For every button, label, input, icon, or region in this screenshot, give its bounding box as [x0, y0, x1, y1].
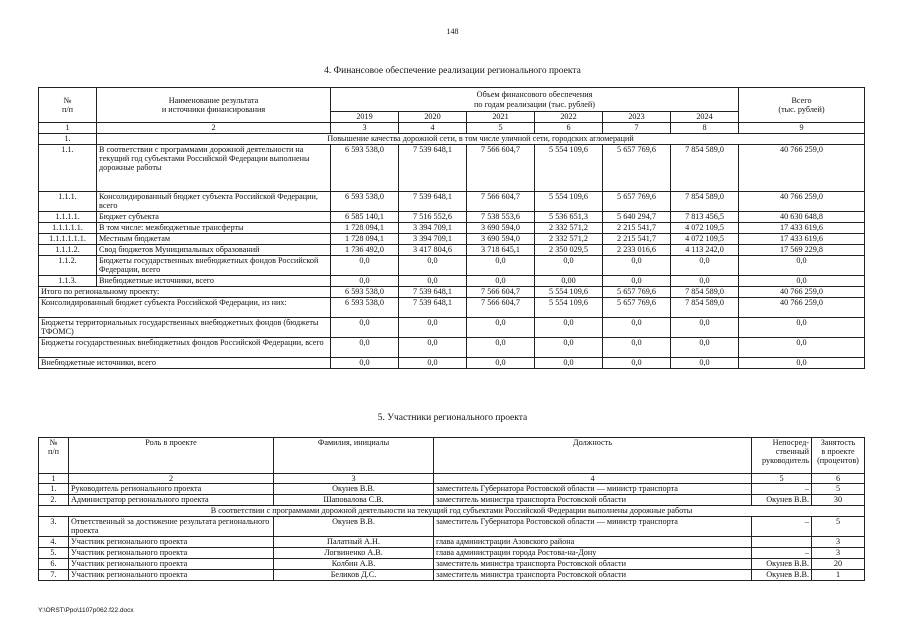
row-role: Участник регионального проекта — [69, 570, 274, 581]
row-name: Окунев В.В. — [274, 484, 434, 495]
summary-value: 0,0 — [535, 338, 603, 358]
row-load: 3 — [812, 537, 865, 548]
row-value: 7 516 552,6 — [399, 212, 467, 223]
row-name: Консолидированный бюджет субъекта Российской Федерации, всего — [97, 192, 331, 212]
row-total: 0,0 — [739, 256, 865, 276]
row-name: В соответствии с программами дорожной деятельности на текущий год субъектами Российской Федерации выполнены дорожные работы — [97, 145, 331, 192]
row-role: Участник регионального проекта — [69, 548, 274, 559]
summary-total: 0,0 — [739, 318, 865, 338]
row-value: 1 728 094,1 — [331, 223, 399, 234]
finance-section-title: 4. Финансовое обеспечение реализации регионального проекта — [324, 66, 581, 76]
row-position: заместитель Губернатора Ростовской области — министр транспорта — [434, 517, 752, 537]
row-value: 3 417 804,6 — [399, 245, 467, 256]
summary-row — [39, 287, 865, 298]
summary-name: Итого по региональному проекту: — [39, 287, 331, 298]
index-row — [39, 474, 865, 484]
header-name: Наименование результата и источники финансирования — [97, 88, 331, 123]
summary-value: 0,0 — [467, 358, 535, 369]
row-value: 7 566 604,7 — [467, 145, 535, 192]
index-cell: 4 — [399, 123, 467, 134]
row-num: 1.1.1. — [39, 192, 97, 212]
summary-value: 5 554 109,6 — [535, 287, 603, 298]
summary-value: 0,0 — [535, 358, 603, 369]
summary-value: 0,0 — [603, 338, 671, 358]
row-value: 2 332 571,2 — [535, 234, 603, 245]
row-num: 1.1.1.1. — [39, 212, 97, 223]
row-name: Местным бюджетам — [97, 234, 331, 245]
row-value: 0,0 — [535, 256, 603, 276]
summary-value: 0,0 — [399, 318, 467, 338]
row-value: 3 690 594,0 — [467, 223, 535, 234]
row-name: Беликов Д.С. — [274, 570, 434, 581]
summary-total: 0,0 — [739, 358, 865, 369]
finance-table — [38, 87, 865, 369]
index-cell: 2 — [97, 123, 331, 134]
summary-value: 0,0 — [603, 358, 671, 369]
summary-value: 0,0 — [467, 338, 535, 358]
row-position: заместитель министра транспорта Ростовской области — [434, 495, 752, 506]
row-num: 1.1.1.2. — [39, 245, 97, 256]
row-value: 0,0 — [671, 256, 739, 276]
row-load: 20 — [812, 559, 865, 570]
row-total: 17 433 619,6 — [739, 223, 865, 234]
row-num: 1.1.3. — [39, 276, 97, 287]
row-value: 0,0 — [467, 256, 535, 276]
summary-value: 7 854 589,0 — [671, 298, 739, 318]
row-num: 4. — [39, 537, 69, 548]
row-supervisor: – — [752, 517, 812, 537]
row-value: 0,0 — [399, 276, 467, 287]
table-row — [39, 548, 865, 559]
row-value: 2 215 541,7 — [603, 234, 671, 245]
table-row — [39, 223, 865, 234]
row-value: 2 215 541,7 — [603, 223, 671, 234]
row-total: 17 433 619,6 — [739, 234, 865, 245]
row-value: 7 538 553,6 — [467, 212, 535, 223]
row-load: 30 — [812, 495, 865, 506]
row-value: 3 718 645,1 — [467, 245, 535, 256]
header-num: № п/п — [39, 88, 97, 123]
row-value: 5 554 109,6 — [535, 192, 603, 212]
row-position: заместитель Губернатора Ростовской области — министр транспорта — [434, 484, 752, 495]
header-year: 2022 — [535, 112, 603, 123]
summary-value: 0,0 — [467, 318, 535, 338]
table-row — [39, 559, 865, 570]
row-value: 0,0 — [331, 256, 399, 276]
row-value: 6 593 538,0 — [331, 192, 399, 212]
row-name: Логвиненко А.В. — [274, 548, 434, 559]
header-row — [39, 438, 865, 474]
header-row — [39, 88, 865, 112]
row-value: 3 690 594,0 — [467, 234, 535, 245]
row-num: 3. — [39, 517, 69, 537]
summary-value: 7 566 604,7 — [467, 298, 535, 318]
row-value: 7 539 648,1 — [399, 192, 467, 212]
row-num: 2. — [39, 495, 69, 506]
index-cell: 3 — [274, 474, 434, 484]
row-supervisor: Окунев В.В. — [752, 570, 812, 581]
row-value: 5 657 769,6 — [603, 192, 671, 212]
participants-section-title: 5. Участники регионального проекта — [377, 413, 528, 423]
section-text: Повышение качества дорожной сети, в том числе уличной сети, городских агломераций — [97, 134, 865, 145]
row-value: 1 728 094,1 — [331, 234, 399, 245]
row-role: Участник регионального проекта — [69, 559, 274, 570]
summary-value: 5 657 769,6 — [603, 287, 671, 298]
row-value: 7 813 456,5 — [671, 212, 739, 223]
section-text: В соответствии с программами дорожной деятельности на текущий год субъектами Российской Федерации выполнены дорожные работы — [39, 506, 865, 517]
summary-total: 40 766 259,0 — [739, 298, 865, 318]
row-name: Бюджет субъекта — [97, 212, 331, 223]
summary-row — [39, 358, 865, 369]
summary-value: 5 657 769,6 — [603, 298, 671, 318]
row-value: 2 350 029,5 — [535, 245, 603, 256]
header-volume: Объем финансового обеспечения по годам реализации (тыс. рублей) — [331, 88, 739, 112]
row-num: 1.1.2. — [39, 256, 97, 276]
summary-value: 7 539 648,1 — [399, 298, 467, 318]
row-name: Шаповалова С.В. — [274, 495, 434, 506]
row-num: 7. — [39, 570, 69, 581]
row-value: 0,0 — [671, 276, 739, 287]
summary-total: 40 766 259,0 — [739, 287, 865, 298]
summary-value: 5 554 109,6 — [535, 298, 603, 318]
table-row — [39, 212, 865, 223]
row-name: Свод бюджетов Муниципальных образований — [97, 245, 331, 256]
row-value: 3 394 709,1 — [399, 234, 467, 245]
table-row — [39, 256, 865, 276]
table-row — [39, 517, 865, 537]
row-value: 4 072 109,5 — [671, 234, 739, 245]
row-role: Ответственный за достижение результата регионального проекта — [69, 517, 274, 537]
header-year: 2023 — [603, 112, 671, 123]
index-cell: 8 — [671, 123, 739, 134]
row-value: 5 640 294,7 — [603, 212, 671, 223]
table-row — [39, 234, 865, 245]
row-value: 6 593 538,0 — [331, 145, 399, 192]
row-total: 40 766 259,0 — [739, 145, 865, 192]
row-position: заместитель министра транспорта Ростовской области — [434, 570, 752, 581]
row-value: 7 854 589,0 — [671, 145, 739, 192]
summary-value: 0,0 — [331, 318, 399, 338]
table-row — [39, 245, 865, 256]
header-num: № п/п — [39, 438, 69, 474]
summary-value: 0,0 — [671, 318, 739, 338]
summary-value: 0,0 — [671, 358, 739, 369]
summary-name: Бюджеты государственных внебюджетных фондов Российской Федерации, всего — [39, 338, 331, 358]
summary-value: 0,0 — [671, 338, 739, 358]
table-row — [39, 537, 865, 548]
row-value: 6 585 140,1 — [331, 212, 399, 223]
page-number: 148 — [446, 27, 459, 36]
summary-value: 0,0 — [603, 318, 671, 338]
summary-value: 6 593 538,0 — [331, 298, 399, 318]
row-value: 0,0 — [467, 276, 535, 287]
header-total: Всего (тыс. рублей) — [739, 88, 865, 123]
row-value: 2 332 571,2 — [535, 223, 603, 234]
index-cell: 2 — [69, 474, 274, 484]
row-value: 4 072 109,5 — [671, 223, 739, 234]
summary-value: 0,0 — [331, 338, 399, 358]
section-num: 1. — [39, 134, 97, 145]
row-value: 7 539 648,1 — [399, 145, 467, 192]
summary-value: 7 566 604,7 — [467, 287, 535, 298]
table-row — [39, 570, 865, 581]
row-name: Колбин А.В. — [274, 559, 434, 570]
row-value: 0,0 — [331, 276, 399, 287]
summary-name: Консолидированный бюджет субъекта Российской Федерации, из них: — [39, 298, 331, 318]
row-num: 1.1. — [39, 145, 97, 192]
file-path-footer: Y:\ORST\Ppo\1107p062.f22.docx — [38, 607, 134, 614]
summary-value: 0,0 — [331, 358, 399, 369]
section-row — [39, 506, 865, 517]
row-total: 40 766 259,0 — [739, 192, 865, 212]
summary-row — [39, 298, 865, 318]
row-total: 17 569 229,8 — [739, 245, 865, 256]
header-role: Роль в проекте — [69, 438, 274, 474]
row-num: 5. — [39, 548, 69, 559]
row-supervisor: – — [752, 484, 812, 495]
table-row — [39, 192, 865, 212]
row-value: 0,00 — [535, 276, 603, 287]
index-cell: 5 — [752, 474, 812, 484]
row-load: 1 — [812, 570, 865, 581]
row-value: 5 657 769,6 — [603, 145, 671, 192]
participants-table — [38, 437, 865, 581]
index-cell: 7 — [603, 123, 671, 134]
row-num: 1. — [39, 484, 69, 495]
row-num: 1.1.1.1.1.1. — [39, 234, 97, 245]
row-total: 40 630 648,8 — [739, 212, 865, 223]
row-role: Руководитель регионального проекта — [69, 484, 274, 495]
row-role: Администратор регионального проекта — [69, 495, 274, 506]
summary-value: 0,0 — [535, 318, 603, 338]
index-cell: 1 — [39, 474, 69, 484]
row-position: заместитель министра транспорта Ростовской области — [434, 559, 752, 570]
row-value: 1 736 492,0 — [331, 245, 399, 256]
header-supervisor: Непосред- ственный руководитель — [752, 438, 812, 474]
table-row — [39, 484, 865, 495]
summary-value: 7 854 589,0 — [671, 287, 739, 298]
row-num: 1.1.1.1.1. — [39, 223, 97, 234]
section-row — [39, 134, 865, 145]
summary-name: Внебюджетные источники, всего — [39, 358, 331, 369]
row-value: 3 394 709,1 — [399, 223, 467, 234]
summary-row — [39, 338, 865, 358]
summary-value: 0,0 — [399, 338, 467, 358]
row-value: 0,0 — [603, 276, 671, 287]
row-value: 7 854 589,0 — [671, 192, 739, 212]
index-cell: 9 — [739, 123, 865, 134]
row-position: глава администрации города Ростова-на-Дону — [434, 548, 752, 559]
row-load: 5 — [812, 484, 865, 495]
row-value: 5 554 109,6 — [535, 145, 603, 192]
summary-value: 0,0 — [399, 358, 467, 369]
index-cell: 3 — [331, 123, 399, 134]
summary-value: 7 539 648,1 — [399, 287, 467, 298]
summary-name: Бюджеты территориальных государственных внебюджетных фондов (бюджеты ТФОМС) — [39, 318, 331, 338]
row-load: 5 — [812, 517, 865, 537]
row-value: 0,0 — [399, 256, 467, 276]
row-value: 5 536 651,3 — [535, 212, 603, 223]
table-row — [39, 145, 865, 192]
index-cell: 6 — [535, 123, 603, 134]
row-name: Палатный А.Н. — [274, 537, 434, 548]
table-row — [39, 495, 865, 506]
row-supervisor: – — [752, 548, 812, 559]
header-year: 2020 — [399, 112, 467, 123]
row-name: В том числе: межбюджетные трансферты — [97, 223, 331, 234]
row-value: 0,0 — [603, 256, 671, 276]
index-cell: 6 — [812, 474, 865, 484]
header-year: 2021 — [467, 112, 535, 123]
row-name: Внебюджетные источники, всего — [97, 276, 331, 287]
row-supervisor: Окунев В.В. — [752, 495, 812, 506]
index-cell: 4 — [434, 474, 752, 484]
row-total: 0,0 — [739, 276, 865, 287]
row-num: 6. — [39, 559, 69, 570]
index-cell: 5 — [467, 123, 535, 134]
row-supervisor: Окунев В.В. — [752, 559, 812, 570]
index-row — [39, 123, 865, 134]
index-cell: 1 — [39, 123, 97, 134]
summary-row — [39, 318, 865, 338]
header-position: Должность — [434, 438, 752, 474]
row-name: Бюджеты государственных внебюджетных фондов Российской Федерации, всего — [97, 256, 331, 276]
row-position: глава администрации Азовского района — [434, 537, 752, 548]
header-load: Занятость в проекте (процентов) — [812, 438, 865, 474]
row-name: Окунев В.В. — [274, 517, 434, 537]
row-load: 3 — [812, 548, 865, 559]
row-value: 2 233 016,6 — [603, 245, 671, 256]
table-row — [39, 276, 865, 287]
header-name: Фамилия, инициалы — [274, 438, 434, 474]
summary-value: 6 593 538,0 — [331, 287, 399, 298]
row-supervisor — [752, 537, 812, 548]
row-role: Участник регионального проекта — [69, 537, 274, 548]
header-year: 2019 — [331, 112, 399, 123]
summary-total: 0,0 — [739, 338, 865, 358]
header-year: 2024 — [671, 112, 739, 123]
row-value: 7 566 604,7 — [467, 192, 535, 212]
row-value: 4 113 242,0 — [671, 245, 739, 256]
